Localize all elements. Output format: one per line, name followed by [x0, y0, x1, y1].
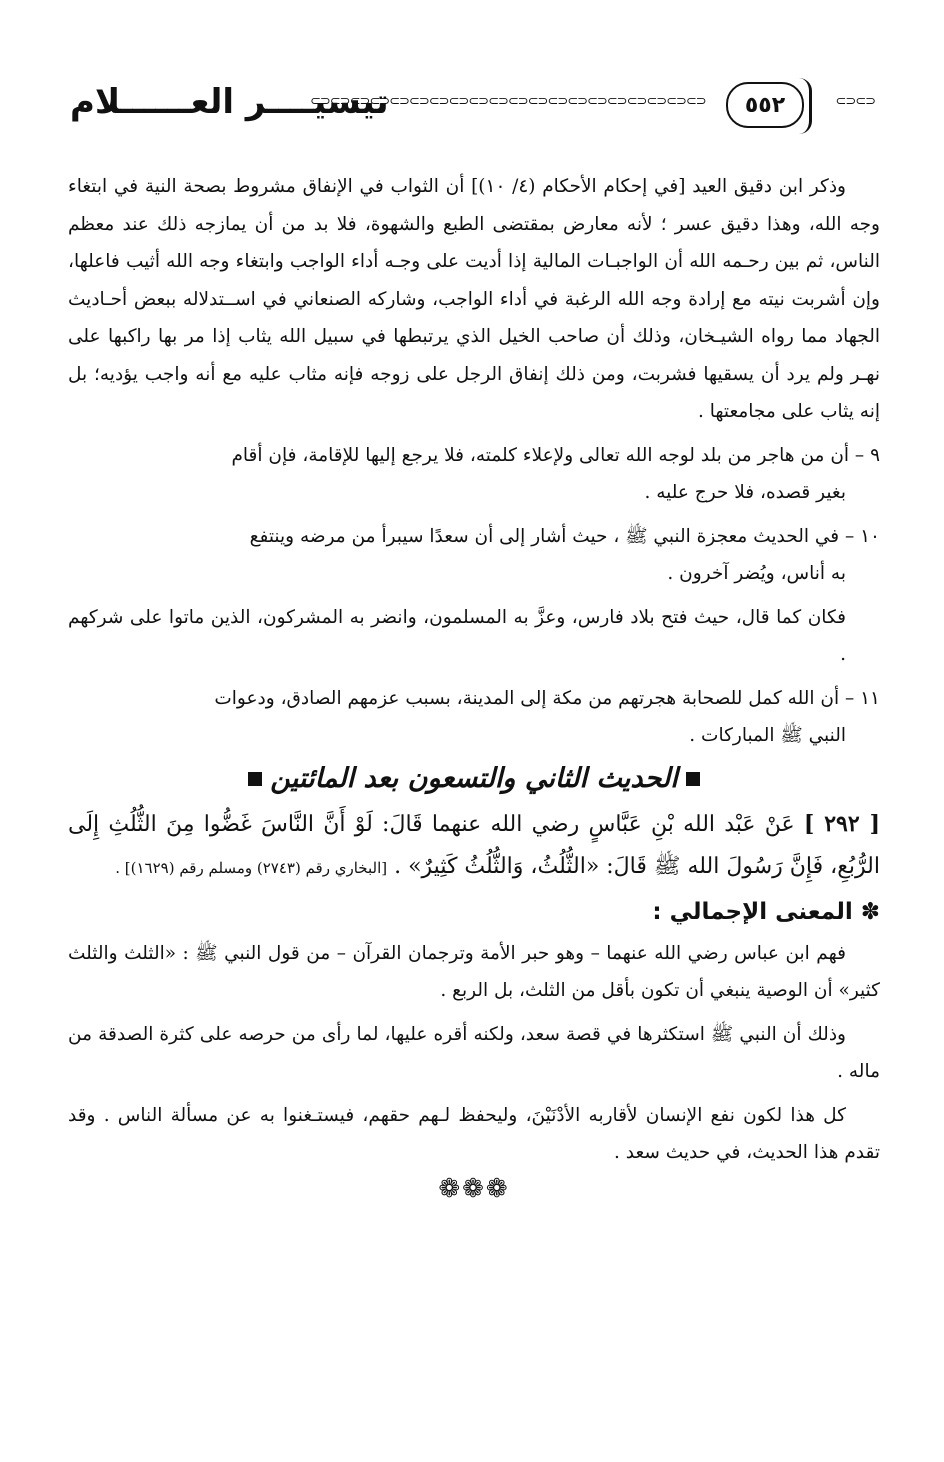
paragraph-meaning-1: فهم ابن عباس رضي الله عنهما – وهو حبر الأمة وترجمان القرآن – من قول النبي ﷺ : «الثلث والثلث كثير» أن الوصية ينبغي أن تكون بأقل من الثلث، بل الربع .	[68, 942, 880, 1001]
list-item-11-continuation: النبي ﷺ المباركات .	[689, 725, 846, 746]
header-ornament-short: ⊂⊃⊂⊃	[835, 94, 875, 109]
hadith-title	[68, 755, 880, 803]
hadith-title-text: الحديث الثاني والتسعون بعد المائتين	[270, 762, 678, 794]
end-ornament-icon: ❁❁❁	[438, 1173, 510, 1204]
list-item-11	[68, 680, 880, 755]
list-item-9	[68, 437, 880, 512]
section-heading: ✽ المعنى الإجمالي :	[652, 898, 880, 925]
hadith-body: عَنْ عَبْد الله بْنِ عَبَّاسٍ رضي الله عنهما قَالَ: لَوْ أَنَّ النَّاسَ غَضُّوا مِنَ الثُّلُثِ إِلَى الرُّبُعِ، فَإِنَّ رَسُولَ الله ﷺ قَالَ: «الثُّلُثُ، وَالثُّلُثُ كَثِيرٌ» .	[68, 811, 880, 879]
list-item-9-first-line: ٩ – أن من هاجر من بلد لوجه الله تعالى ولإعلاء كلمته، فلا يرجع إليها للإقامة، فإن أقام	[231, 444, 880, 466]
book-title: تيسيــــر العــــــلام	[70, 82, 389, 122]
square-bullet-icon	[248, 772, 262, 786]
page-body	[68, 168, 880, 1206]
page-header	[70, 82, 875, 132]
list-item-11-first-line: ١١ – أن الله كمل للصحابة هجرتهم من مكة إلى المدينة، بسبب عزمهم الصادق، ودعوات	[214, 687, 880, 709]
list-item-10-first-line: ١٠ – في الحديث معجزة النبي ﷺ ، حيث أشار إلى أن سعدًا سيبرأ من مرضه وينتفع	[249, 525, 880, 547]
hadith-number: [ ٢٩٢ ]	[803, 810, 880, 837]
square-bullet-icon	[686, 772, 700, 786]
list-item-10-continuation: به أناس، ويُضر آخرون .	[667, 563, 846, 584]
list-item-10-note: فكان كما قال، حيث فتح بلاد فارس، وعزَّ به المسلمون، وانضر به المشركون، الذين ماتوا على شركهم .	[68, 606, 846, 665]
paragraph-intro: وذكر ابن دقيق العيد [في إحكام الأحكام (٤/ ١٠)] أن الثواب في الإنفاق مشروط بصحة النية في ابتغاء وجه الله، وهذا دقيق عسر ؛ لأنه معارض بمقتضى الطبع والشهوة، فلا بد من أن يمازجه ذلك عند معظم الناس، ثم بين رحـمه الله أن الواجبـات المالية إذا أديت على وجـه أداء الواجب وابتغاء وجه الله أثيب فاعلها، وإن أشربت نيته مع إرادة وجه الله الرغبة في أداء الواجب، وشاركه الصنعاني في اســتدلاله ببعض أحـاديث الجهاد مما رواه الشيـخان، وذلك أن صاحب الخيل الذي يرتبطها في سبيل الله يثاب إذا مر بها راكبها على نهـر ولم يرد أن يسقيها فشربت، ومن ذلك إنفاق الرجل على زوجه فإنه مثاب عليه مع أنه واجب يؤديه؛ بل إنه يثاب على مجامعتها .	[68, 176, 880, 422]
paragraph-meaning-2: وذلك أن النبي ﷺ استكثرها في قصة سعد، ولكنه أقره عليها، لما رأى من حرصه على كثرة الصدقة من ماله .	[68, 1023, 880, 1082]
list-item-10	[68, 518, 880, 593]
page-number: ٥٥٢	[726, 82, 804, 128]
paragraph-meaning-3: كل هذا لكون نفع الإنسان لأقاربه الأدْنَيْنَ، وليحفظ لـهم حقهم، فيستـغنوا به عن مسألة الناس . وقد تقدم هذا الحديث، في حديث سعد .	[68, 1104, 880, 1163]
header-ornament-long: ⊂⊃⊂⊃⊂⊃⊂⊃⊂⊃⊂⊃⊂⊃⊂⊃⊂⊃⊂⊃⊂⊃⊂⊃⊂⊃⊂⊃⊂⊃⊂⊃⊂⊃⊂⊃⊂⊃⊂⊃	[310, 94, 706, 109]
list-item-9-continuation: بغير قصده، فلا حرج عليه .	[644, 482, 846, 503]
hadith-reference: [البخاري رقم (٢٧٤٣) ومسلم رقم (١٦٢٩)] .	[115, 858, 388, 877]
hadith-text	[68, 803, 880, 889]
